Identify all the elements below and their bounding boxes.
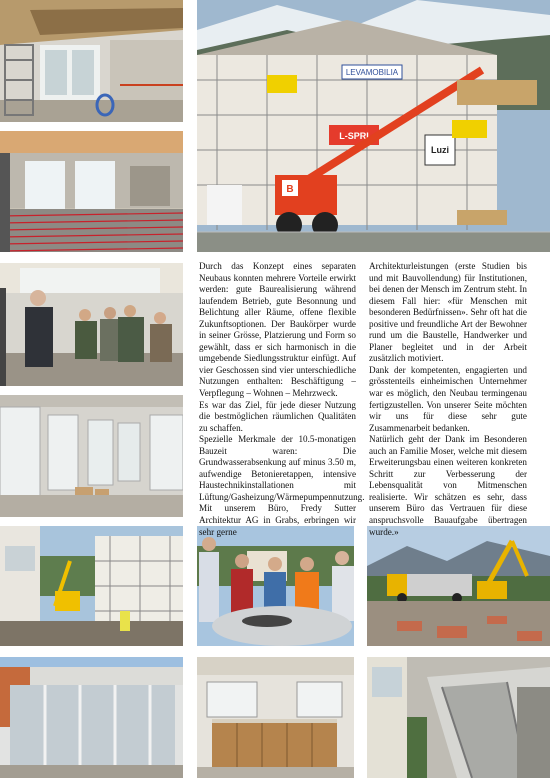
photo-demolition-truck <box>367 526 550 646</box>
photo-icon <box>0 395 183 517</box>
photo-entrance-glass-front <box>0 657 183 778</box>
paragraph: Durch das Konzept eines separaten Neubaus konnten mehrere Vorteile erwirkt werden: gute Baurealisierung während laufendem Betrieb, gute Besonnung und Belichtung aller Räume, offene flexible Zukunftsoptionen. Der Baukörper wurde in seiner Grösse, Platzierung und Form so gewählt, dass er sich harmonisch in die umgebende Siedlungsstruktur einfügt. Auf vier Geschossen sind vier unterschiedliche Nutzungen enthalten: Beschäftigung – Verpflegung – Wohnen – Mehrzweck. <box>199 261 356 399</box>
photo-facade-construction-crane <box>197 0 550 252</box>
photo-icon <box>197 526 354 646</box>
photo-interior-windows-room <box>0 395 183 517</box>
paragraph: Dank der kompetenten, engagierten und grösstenteils einheimischen Unternehmer war es möglich, den Neubau termingenau fertigzustellen. Von unserer Seite möchten wir uns für diese sehr gute Zusammenarbeit bedanken. <box>369 364 527 433</box>
photo-kitchen-cabinets <box>197 657 354 778</box>
paragraph: Es war das Ziel, für jede dieser Nutzung die bestmöglichen räumlichen Qualitäten zu schaffen. <box>199 399 356 433</box>
photo-people-at-tank <box>197 526 354 646</box>
photo-icon <box>367 657 550 778</box>
photo-icon <box>197 0 550 252</box>
paragraph: Mit unserem Büro, Fredy Sutter Architektur AG in Grabs, erbringen wir sehr gerne <box>199 503 356 537</box>
article-column-1 <box>199 261 365 538</box>
photo-icon <box>0 657 183 778</box>
photo-icon <box>197 657 354 778</box>
photo-group-site-visit <box>0 263 183 386</box>
photo-icon <box>367 526 550 646</box>
machine-badge: B <box>286 184 294 195</box>
article-column-2 <box>369 261 527 538</box>
photo-interior-roof-structure <box>0 0 183 122</box>
paragraph: Natürlich geht der Dank im Besonderen auch an Familie Moser, welche mit diesem Erweiterungsbau einen weiteren konkreten Schritt zur Verbesserung der Lebensqualität von Mitmenschen realisierte. Wir schätzen es sehr, dass unserem Büro das Vertrauen für diese anspruchsvolle Bauaufgabe übertragen wurde.» <box>369 434 527 537</box>
sign-text-a: LEVAMOBILIA <box>345 68 399 77</box>
photo-outdoor-ramp <box>367 657 550 778</box>
photo-interior-underfloor-heating <box>0 131 183 252</box>
paragraph: Spezielle Merkmale der 10.5-monatigen Bauzeit waren: Die Grundwasserabsenkung auf minus 3.50 m, aufwendige Betonieretappen, intensive Haustechnikinstallationen mit Lüftung/Gasheizung/Wärmepumpennutzung. <box>199 434 365 502</box>
photo-icon <box>0 263 183 386</box>
photo-icon <box>0 526 183 646</box>
sign-text-c: Luzi <box>431 145 449 155</box>
paragraph: Architekturleistungen (erste Studien bis und mit Bauvollendung) für Institutionen, bei denen der Mensch im Zentrum steht. In diesem Fall hier: «für Menschen mit besonderen Bedürfnissen». Sehr oft hat die positive und freundliche Art der Bewohner rund um die Baustelle, Handwerker und Planer begleitet und in der Arbeit zusätzlich motiviert. <box>369 261 527 364</box>
photo-icon <box>0 131 183 252</box>
sign-text-b: L-SPRI <box>339 131 369 141</box>
photo-excavator-scaffolding <box>0 526 183 646</box>
photo-icon <box>0 0 183 122</box>
